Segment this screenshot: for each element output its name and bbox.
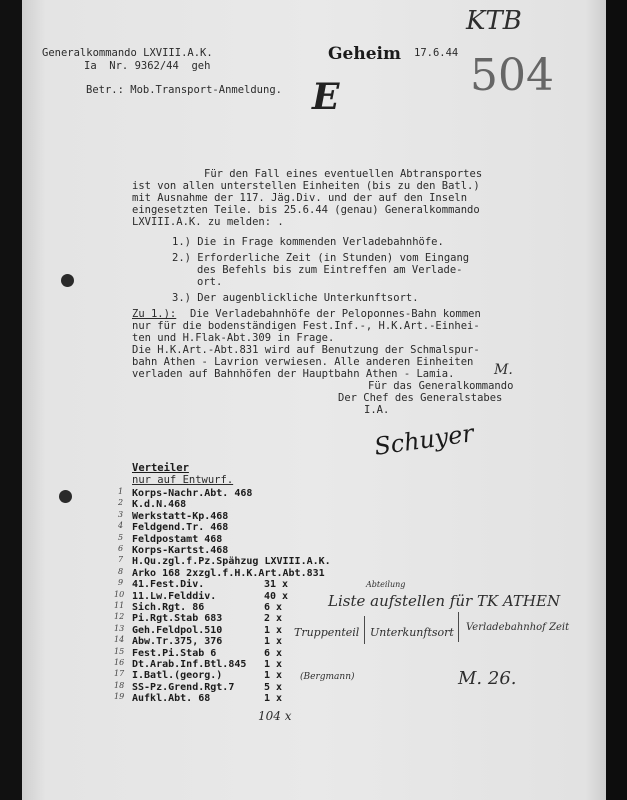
signature: Schuyer	[372, 419, 476, 461]
intro-line: ist von allen unterstellen Einheiten (bis zu den Batl.)	[132, 180, 480, 192]
secret-stamp: Geheim	[328, 44, 401, 64]
sender-line-1: Generalkommando LXVIII.A.K.	[42, 47, 213, 59]
subject-line: Betr.: Mob.Transport-Anmeldung.	[86, 84, 282, 96]
table-col-quarters: Unterkunftsort	[370, 626, 454, 639]
distribution-count: 1 x	[264, 693, 283, 704]
row-number: 19	[114, 692, 125, 701]
row-number: 15	[114, 647, 125, 656]
distribution-entry: Korps-Kartst.468	[132, 545, 229, 556]
table-divider	[458, 612, 459, 642]
row-number: 10	[114, 590, 125, 599]
scan-right-edge	[606, 0, 627, 800]
zu1-line: Die Verladebahnhöfe der Peloponnes-Bahn kommen	[190, 308, 481, 320]
distribution-entry: K.d.N.468	[132, 499, 187, 510]
distribution-entry: 41.Fest.Div.	[132, 579, 205, 590]
item-2-line: ort.	[197, 276, 223, 288]
row-number: 4	[118, 521, 124, 530]
distribution-count: 40 x	[264, 591, 289, 602]
distribution-entry: SS-Pz.Grend.Rgt.7	[132, 682, 235, 693]
table-divider	[364, 616, 365, 644]
row-number: 12	[114, 612, 125, 621]
distribution-entry: Sich.Rgt. 86	[132, 602, 205, 613]
row-number: 11	[114, 601, 125, 610]
zu1-line: ten und H.Flak-Abt.309 in Frage.	[132, 332, 335, 344]
distribution-entry: Arko 168 2xzgl.f.H.K.Art.Abt.831	[132, 568, 325, 579]
distribution-entry: Pi.Rgt.Stab 683	[132, 613, 223, 624]
closing-line: Für das Generalkommando	[368, 380, 514, 392]
item-2-line: des Befehls bis zum Eintreffen am Verlade-	[197, 264, 463, 276]
distribution-entry: 11.Lw.Felddiv.	[132, 591, 217, 602]
distribution-entry: Feldgend.Tr. 468	[132, 522, 229, 533]
zu1-line: bahn Athen - Lavrion verwiesen. Alle anderen Einheiten	[132, 356, 474, 368]
table-col-troop: Truppenteil	[294, 626, 360, 639]
document-date: 17.6.44	[414, 47, 459, 59]
row-number: 7	[118, 555, 124, 564]
sender-line-2: Ia Nr. 9362/44 geh	[84, 60, 211, 72]
distribution-total: 104 x	[258, 709, 292, 723]
closing-line: Der Chef des Generalstabes	[338, 392, 503, 404]
distribution-count: 1 x	[264, 625, 283, 636]
intro-line: LXVIII.A.K. zu melden: .	[132, 216, 284, 228]
table-col-station-time: Verladebahnhof Zeit	[466, 622, 570, 633]
row-number: 16	[114, 658, 125, 667]
e-mark: E	[312, 76, 340, 118]
row-number: 8	[118, 567, 124, 576]
ktb-handwritten-mark: KTB	[466, 6, 522, 36]
distribution-count: 6 x	[264, 602, 283, 613]
intro-line: Für den Fall eines eventuellen Abtransportes	[204, 168, 483, 180]
zu1-label: Zu 1.):	[132, 308, 177, 320]
row-number: 6	[118, 544, 124, 553]
initials-date: M. 26.	[458, 668, 517, 689]
item-1: 1.) Die in Frage kommenden Verladebahnhöfe.	[172, 236, 444, 248]
distribution-entry: Werkstatt-Kp.468	[132, 511, 229, 522]
distribution-entry: H.Qu.zgl.f.Pz.Spähzug LXVIII.A.K.	[132, 556, 331, 567]
item-2-line: 2.) Erforderliche Zeit (in Stunden) vom Eingang	[172, 252, 470, 264]
distribution-entry: Aufkl.Abt. 68	[132, 693, 211, 704]
row-number: 2	[118, 498, 124, 507]
distribution-entry: Dt.Arab.Inf.Btl.845	[132, 659, 247, 670]
row-number: 18	[114, 681, 125, 690]
zu1-line: nur für die bodenständigen Fest.Inf.-, H.K.Art.-Einhei-	[132, 320, 480, 332]
distribution-count: 1 x	[264, 659, 283, 670]
row-number: 14	[114, 635, 125, 644]
distribution-count: 1 x	[264, 636, 283, 647]
distribution-title: Verteiler	[132, 462, 189, 474]
distribution-entry: Fest.Pi.Stab 6	[132, 648, 217, 659]
closing-line: I.A.	[364, 404, 390, 416]
intro-line: mit Ausnahme der 117. Jäg.Div. und der auf den Inseln	[132, 192, 468, 204]
distribution-entry: Feldpostamt 468	[132, 534, 223, 545]
row-number: 13	[114, 624, 125, 633]
row-number: 5	[118, 533, 124, 542]
distribution-count: 1 x	[264, 670, 283, 681]
zu1-line: Die H.K.Art.-Abt.831 wird auf Benutzung der Schmalspur-	[132, 344, 480, 356]
distribution-entry: Korps-Nachr.Abt. 468	[132, 488, 253, 499]
item-3: 3.) Der augenblickliche Unterkunftsort.	[172, 292, 419, 304]
distribution-entry: Abw.Tr.375, 376	[132, 636, 223, 647]
distribution-count: 2 x	[264, 613, 283, 624]
row-number: 17	[114, 669, 125, 678]
row-number: 3	[118, 510, 124, 519]
distribution-count: 31 x	[264, 579, 289, 590]
note-small: Abteilung	[366, 580, 406, 589]
intro-line: eingesetzten Teile. bis 25.6.44 (genau) Generalkommando	[132, 204, 480, 216]
distribution-count: 5 x	[264, 682, 283, 693]
distribution-entry: I.Batl.(georg.)	[132, 670, 223, 681]
note-list-for-athens: Liste aufstellen für TK ATHEN	[328, 592, 561, 610]
note-georg: (Bergmann)	[300, 672, 355, 682]
row-number: 9	[118, 578, 124, 587]
distribution-count: 6 x	[264, 648, 283, 659]
distribution-entry: Geh.Feldpol.510	[132, 625, 223, 636]
zu1-line: verladen auf Bahnhöfen der Hauptbahn Athen - Lamia.	[132, 368, 455, 380]
lamia-initial: M.	[494, 362, 513, 378]
archive-number: 504	[470, 50, 554, 101]
row-number: 1	[118, 487, 124, 496]
distribution-subtitle: nur auf Entwurf.	[132, 474, 234, 486]
punch-hole-top	[61, 274, 74, 287]
punch-hole-bottom	[59, 490, 72, 503]
